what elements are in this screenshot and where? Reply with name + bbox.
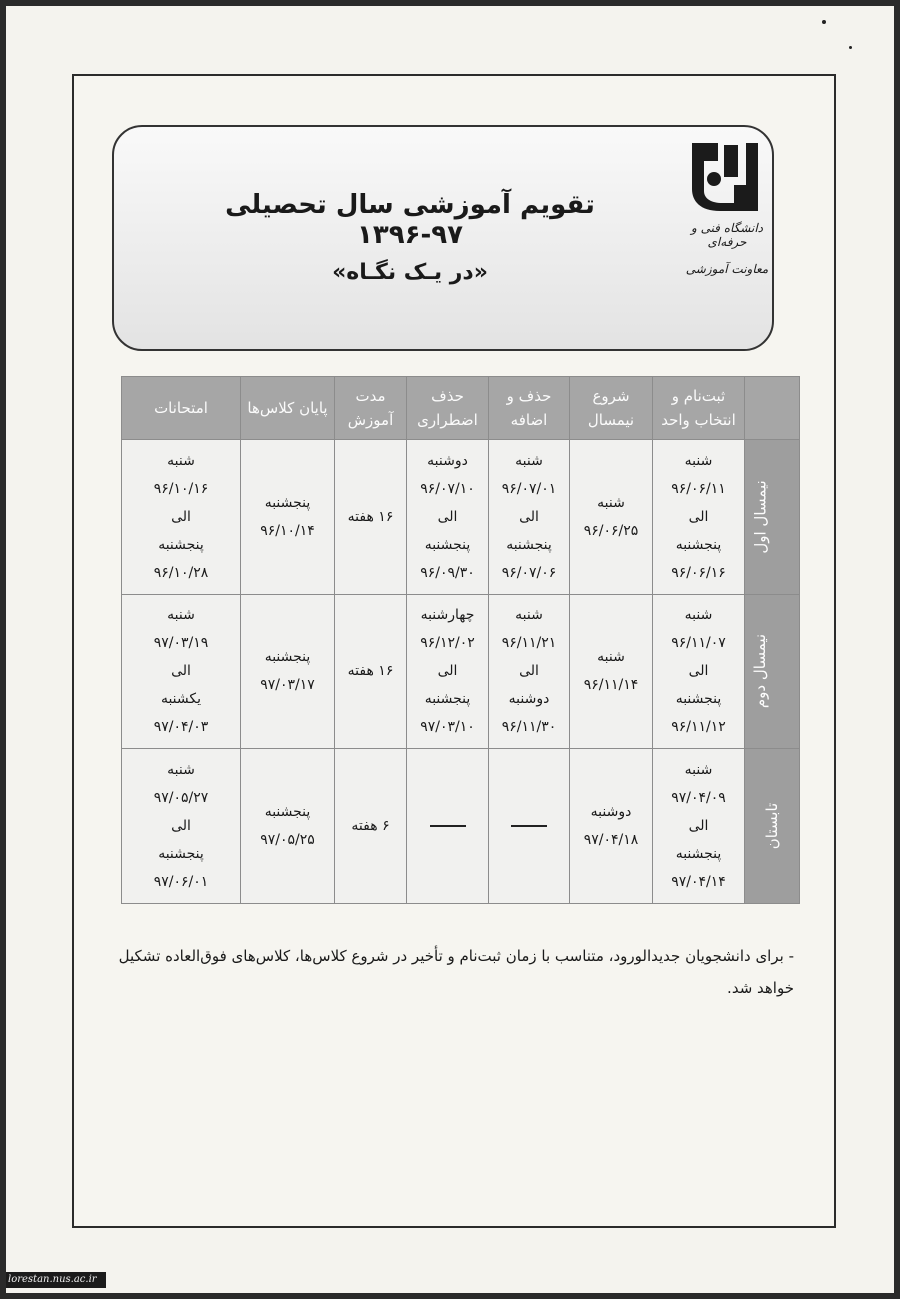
column-header: امتحانات (122, 377, 241, 440)
table-cell: دوشنبه ۹۷/۰۴/۱۸ (570, 749, 653, 904)
logo-subcaption: معاونت آموزشی (685, 262, 769, 276)
column-header: پایان کلاس‌ها (241, 377, 335, 440)
table-cell: شنبه ۹۶/۰۶/۱۱ الی پنجشنبه ۹۶/۰۶/۱۶ (653, 440, 745, 595)
table-cell: دوشنبه ۹۶/۰۷/۱۰ الی پنجشنبه ۹۶/۰۹/۳۰ (407, 440, 489, 595)
table-cell: شنبه ۹۶/۱۱/۲۱ الی دوشنبه ۹۶/۱۱/۳۰ (489, 594, 570, 749)
website-watermark[interactable]: lorestan.nus.ac.ir (6, 1272, 106, 1288)
row-label: تابستان (762, 802, 781, 850)
university-logo-icon (684, 133, 762, 213)
row-header (745, 594, 800, 749)
table-cell-empty (489, 749, 570, 904)
table-cell: پنجشنبه ۹۷/۰۵/۲۵ (241, 749, 335, 904)
table-cell: شنبه ۹۷/۰۳/۱۹ الی یکشنبه ۹۷/۰۴/۰۳ (122, 594, 241, 749)
academic-calendar-table (121, 376, 800, 904)
page-subtitle: «در یـک نگـاه» (332, 260, 488, 285)
dash-mark (511, 825, 547, 827)
page-title: تقویم آموزشی سال تحصیلی ۹۷-۱۳۹۶ (225, 190, 595, 250)
row-header (745, 749, 800, 904)
table-cell: ۱۶ هفته (335, 440, 407, 595)
corner-cell (745, 377, 800, 440)
scan-speck (822, 20, 826, 24)
column-header: حذف و اضافه (489, 377, 570, 440)
table-row (122, 594, 800, 749)
dash-mark (430, 825, 466, 827)
table-cell: شنبه ۹۶/۱۱/۱۴ (570, 594, 653, 749)
column-header: شروع نیمسال (570, 377, 653, 440)
table-cell: پنجشنبه ۹۶/۱۰/۱۴ (241, 440, 335, 595)
scan-speck (849, 46, 852, 49)
table-row (122, 440, 800, 595)
table-cell: ۱۶ هفته (335, 594, 407, 749)
table-cell: چهارشنبه ۹۶/۱۲/۰۲ الی پنجشنبه ۹۷/۰۳/۱۰ (407, 594, 489, 749)
row-label: نیمسال دوم (750, 634, 769, 709)
table-cell: ۶ هفته (335, 749, 407, 904)
column-header: مدت آموزش (335, 377, 407, 440)
row-label: نیمسال اول (751, 480, 770, 554)
table-cell: شنبه ۹۶/۱۱/۰۷ الی پنجشنبه ۹۶/۱۱/۱۲ (653, 594, 745, 749)
table-cell: شنبه ۹۶/۱۰/۱۶ الی پنجشنبه ۹۶/۱۰/۲۸ (122, 440, 241, 595)
table-cell: شنبه ۹۶/۰۷/۰۱ الی پنجشنبه ۹۶/۰۷/۰۶ (489, 440, 570, 595)
table-cell: شنبه ۹۷/۰۴/۰۹ الی پنجشنبه ۹۷/۰۴/۱۴ (653, 749, 745, 904)
table-cell: شنبه ۹۶/۰۶/۲۵ (570, 440, 653, 595)
row-header (745, 440, 800, 595)
table-cell: پنجشنبه ۹۷/۰۳/۱۷ (241, 594, 335, 749)
table-cell-empty (407, 749, 489, 904)
table-cell: شنبه ۹۷/۰۵/۲۷ الی پنجشنبه ۹۷/۰۶/۰۱ (122, 749, 241, 904)
logo-caption: دانشگاه فنی و حرفه‌ای (690, 221, 764, 249)
column-header: ثبت‌نام و انتخاب واحد (653, 377, 745, 440)
footnote: - برای دانشجویان جدیدالورود، متناسب با زمان ثبت‌نام و تأخیر در شروع کلاس‌ها، کلاس‌های فوق‌العاده تشکیل خواهد شد. (118, 947, 794, 997)
column-header: حذف اضطراری (407, 377, 489, 440)
table-header-row (122, 377, 800, 440)
table-row (122, 749, 800, 904)
